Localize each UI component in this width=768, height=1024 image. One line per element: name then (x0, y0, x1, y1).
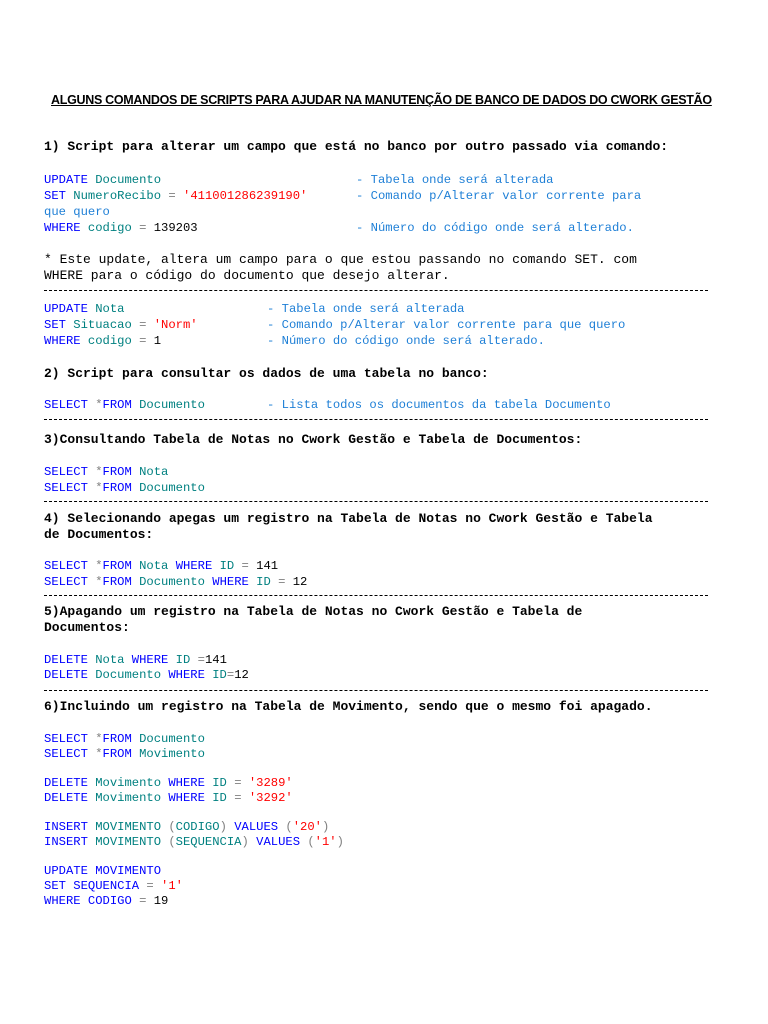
separator-line (44, 501, 708, 502)
sql-identifier: ID (168, 653, 198, 667)
separator-line (44, 595, 708, 596)
code-line (44, 220, 198, 236)
sql-keyword: DELETE (44, 653, 88, 667)
sql-keyword: UPDATE (44, 173, 88, 187)
sql-operator: = (278, 575, 286, 589)
sql-identifier: NumeroRecibo (65, 189, 169, 203)
sql-identifier: CODIGO (80, 894, 140, 908)
sql-number: 141 (248, 559, 279, 573)
sql-keyword: FROM (102, 465, 132, 479)
code-line (44, 775, 293, 791)
sql-identifier: ID (204, 776, 235, 790)
sql-keyword: WHERE (168, 791, 205, 805)
code-line (44, 480, 205, 496)
sql-operator: = (146, 879, 154, 893)
code-comment: - Comando p/Alterar valor corrente para que quero (267, 318, 626, 332)
code-comment: - Tabela onde será alterada (356, 173, 554, 187)
sql-keyword: INSERT (44, 835, 88, 849)
code-comment: - Lista todos os documentos da tabela Documento (267, 398, 611, 412)
code-line (44, 333, 161, 349)
sql-keyword: WHERE (131, 653, 169, 667)
sql-operator: ) (322, 820, 330, 834)
sql-keyword: WHERE (44, 894, 81, 908)
sql-identifier: MOVIMENTO (87, 835, 169, 849)
sql-number: 19 (146, 894, 169, 908)
sql-operator: ) (336, 835, 344, 849)
sql-keyword: VALUES (226, 820, 279, 834)
sql-identifier: Documento (87, 173, 162, 187)
sql-operator: = (241, 559, 249, 573)
code-line (44, 652, 227, 668)
sql-keyword: SET (44, 879, 66, 893)
sql-identifier: codigo (80, 221, 140, 235)
sql-keyword: SELECT (44, 732, 88, 746)
sql-string: '1' (153, 879, 183, 893)
code-line (44, 558, 278, 574)
sql-string: 'Norm' (146, 318, 198, 332)
sql-operator: = (234, 776, 242, 790)
sql-identifier: Documento (131, 398, 205, 412)
sql-string: '1' (314, 835, 337, 849)
sql-keyword: SET (44, 318, 66, 332)
sql-operator: ( (278, 820, 293, 834)
sql-keyword: FROM (102, 398, 132, 412)
sql-operator: ) (219, 820, 227, 834)
sql-identifier: Nota (87, 302, 125, 316)
sql-identifier: Nota (131, 559, 176, 573)
sql-keyword: UPDATE (44, 864, 88, 878)
sql-identifier: MOVIMENTO (87, 820, 169, 834)
sql-string: '3292' (241, 791, 293, 805)
sql-operator: = (139, 894, 147, 908)
document-title: ALGUNS COMANDOS DE SCRIPTS PARA AJUDAR NA MANUTENÇÃO DE BANCO DE DADOS DO CWORK GESTÃO (51, 93, 712, 107)
code-comment: - Comando p/Alterar valor corrente para (356, 189, 642, 203)
code-line (44, 834, 344, 850)
sql-operator: * (87, 559, 103, 573)
sql-keyword: FROM (102, 747, 132, 761)
sql-keyword: FROM (102, 732, 132, 746)
code-line (44, 863, 161, 879)
sql-identifier: Nota (131, 465, 169, 479)
sql-operator: = (139, 334, 147, 348)
sql-keyword: SELECT (44, 398, 88, 412)
sql-keyword: SELECT (44, 481, 88, 495)
note-text: WHERE para o código do documento que desejo alterar. (44, 268, 450, 283)
sql-number: 12 (285, 575, 308, 589)
sql-keyword: WHERE (212, 575, 249, 589)
sql-string: '411001286239190' (175, 189, 308, 203)
sql-identifier: Movimento (87, 791, 169, 805)
sql-keyword: DELETE (44, 791, 88, 805)
sql-keyword: WHERE (44, 221, 81, 235)
sql-operator: * (87, 481, 103, 495)
sql-keyword: FROM (102, 575, 132, 589)
sql-keyword: SELECT (44, 559, 88, 573)
sql-identifier: SEQUENCIA (175, 835, 242, 849)
sql-keyword: DELETE (44, 668, 88, 682)
sql-identifier: ID (204, 791, 235, 805)
sql-number: 139203 (146, 221, 198, 235)
code-line (44, 790, 293, 806)
sql-keyword: UPDATE (44, 302, 88, 316)
sql-keyword: DELETE (44, 776, 88, 790)
sql-operator: = (197, 653, 205, 667)
sql-operator: * (87, 732, 103, 746)
sql-keyword: WHERE (168, 668, 205, 682)
code-line (44, 464, 168, 480)
code-line (44, 893, 168, 909)
sql-keyword: FROM (102, 481, 132, 495)
sql-operator: = (226, 668, 235, 682)
code-line (44, 301, 124, 317)
section-1-heading: 1) Script para alterar um campo que está no banco por outro passado via comando: (44, 139, 669, 154)
sql-keyword: WHERE (168, 776, 205, 790)
sql-number: 141 (204, 653, 227, 667)
sql-keyword: SELECT (44, 747, 88, 761)
sql-operator: ( (168, 835, 176, 849)
sql-operator: * (87, 398, 103, 412)
sql-identifier: ID (204, 668, 227, 682)
code-line (44, 731, 205, 747)
sql-operator: ( (300, 835, 315, 849)
separator-line (44, 690, 708, 691)
sql-identifier: ID (248, 575, 279, 589)
sql-identifier: Documento (131, 481, 205, 495)
code-line (44, 317, 198, 333)
section-3-heading: 3)Consultando Tabela de Notas no Cwork Gestão e Tabela de Documentos: (44, 432, 583, 447)
separator-line (44, 419, 708, 420)
code-line (44, 878, 183, 894)
sql-operator: = (168, 189, 176, 203)
sql-keyword: SELECT (44, 575, 88, 589)
code-line (44, 397, 205, 413)
code-line (44, 574, 307, 590)
note-text: * Este update, altera um campo para o que estou passando no comando SET. com (44, 252, 637, 267)
sql-operator: ( (168, 820, 176, 834)
section-2-heading: 2) Script para consultar os dados de uma tabela no banco: (44, 366, 489, 381)
sql-identifier: Documento (131, 732, 205, 746)
sql-identifier: Documento (131, 575, 213, 589)
sql-identifier: Movimento (131, 747, 205, 761)
section-6-heading: 6)Incluindo um registro na Tabela de Movimento, sendo que o mesmo foi apagado. (44, 699, 653, 714)
code-comment: - Número do código onde será alterado. (267, 334, 545, 348)
sql-keyword: SELECT (44, 465, 88, 479)
code-line (44, 746, 205, 762)
sql-operator: ) (241, 835, 249, 849)
sql-operator: = (234, 791, 242, 805)
sql-operator: * (87, 747, 103, 761)
sql-keyword: WHERE (175, 559, 213, 573)
sql-identifier: ID (212, 559, 242, 573)
sql-identifier: MOVIMENTO (87, 864, 162, 878)
section-4-heading: de Documentos: (44, 527, 154, 542)
section-5-heading: 5)Apagando um registro na Tabela de Notas no Cwork Gestão e Tabela de (44, 604, 583, 619)
sql-operator: * (87, 575, 103, 589)
sql-keyword: WHERE (44, 334, 81, 348)
code-line (44, 188, 307, 204)
section-4-heading: 4) Selecionando apegas um registro na Tabela de Notas no Cwork Gestão e Tabela (44, 511, 653, 526)
code-comment: - Número do código onde será alterado. (356, 221, 634, 235)
code-line (44, 667, 249, 683)
sql-string: '20' (292, 820, 322, 834)
code-line (44, 172, 161, 188)
sql-operator: = (139, 318, 147, 332)
separator-line (44, 290, 708, 291)
sql-identifier: Documento (87, 668, 169, 682)
sql-number: 1 (146, 334, 162, 348)
sql-identifier: Situacao (65, 318, 140, 332)
sql-identifier: CODIGO (175, 820, 220, 834)
sql-string: '3289' (241, 776, 293, 790)
sql-operator: * (87, 465, 103, 479)
sql-identifier: codigo (80, 334, 140, 348)
section-5-heading: Documentos: (44, 620, 130, 635)
sql-operator: = (139, 221, 147, 235)
sql-keyword: VALUES (248, 835, 301, 849)
code-comment-continuation: que quero (44, 205, 110, 219)
sql-identifier: Nota (87, 653, 132, 667)
sql-identifier: Movimento (87, 776, 169, 790)
code-line (44, 819, 329, 835)
sql-number: 12 (234, 668, 249, 682)
sql-keyword: INSERT (44, 820, 88, 834)
sql-identifier: SEQUENCIA (65, 879, 147, 893)
sql-keyword: FROM (102, 559, 132, 573)
sql-keyword: SET (44, 189, 66, 203)
code-comment: - Tabela onde será alterada (267, 302, 465, 316)
